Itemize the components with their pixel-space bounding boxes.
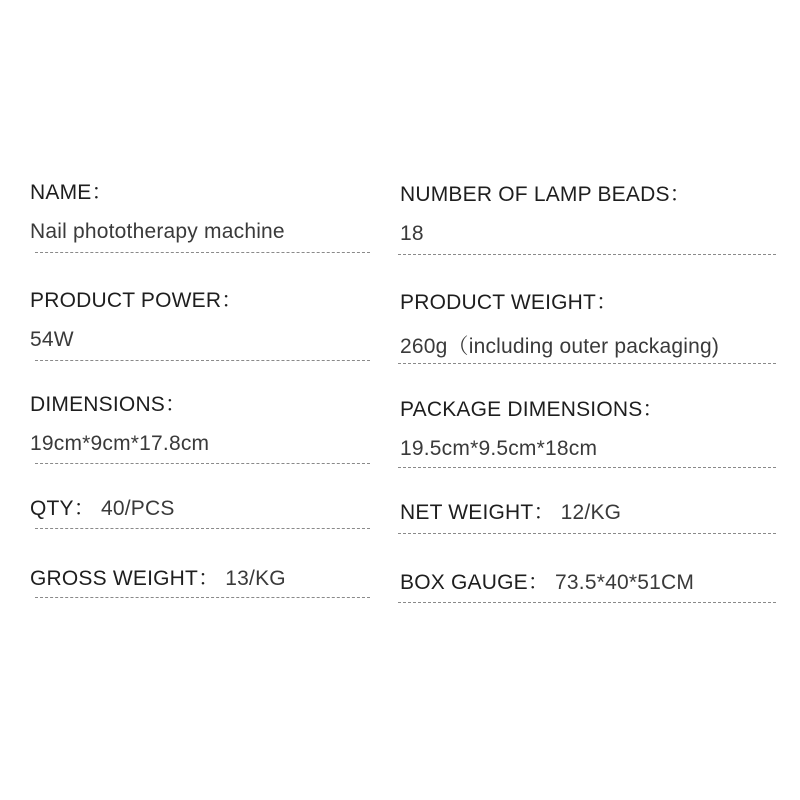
lamp-beads-label: NUMBER OF LAMP BEADS：	[400, 183, 691, 206]
package-dimensions-value: 19.5cm*9.5cm*18cm	[400, 437, 598, 460]
divider	[35, 597, 370, 598]
divider	[398, 533, 776, 534]
dimensions-value: 19cm*9cm*17.8cm	[30, 432, 210, 455]
spec-product-weight	[400, 286, 719, 360]
spec-net-weight	[400, 496, 621, 526]
divider	[35, 360, 370, 361]
box-gauge-value: 73.5*40*51CM	[555, 571, 695, 594]
spec-qty	[30, 492, 175, 522]
divider	[398, 467, 776, 468]
spec-lamp-beads	[400, 178, 691, 246]
divider	[398, 254, 776, 255]
product-power-value: 54W	[30, 328, 74, 351]
dimensions-label: DIMENSIONS：	[30, 393, 187, 416]
product-weight-value: 260g（including outer packaging)	[400, 335, 720, 358]
product-weight-label: PRODUCT WEIGHT：	[400, 291, 618, 314]
spec-box-gauge	[400, 566, 694, 596]
divider	[35, 528, 370, 529]
lamp-beads-value: 18	[400, 222, 424, 245]
divider	[35, 463, 370, 464]
spec-package-dimensions	[400, 393, 664, 461]
divider	[398, 602, 776, 603]
spec-name	[30, 176, 285, 244]
net-weight-value: 12/KG	[560, 501, 622, 524]
product-power-label: PRODUCT POWER：	[30, 289, 243, 312]
divider	[35, 252, 370, 253]
spec-gross-weight	[30, 562, 286, 592]
name-value: Nail phototherapy machine	[30, 220, 285, 243]
spec-product-power	[30, 284, 242, 352]
net-weight-label: NET WEIGHT：	[400, 501, 555, 524]
qty-label: QTY：	[30, 497, 95, 520]
qty-value: 40/PCS	[100, 497, 175, 520]
gross-weight-value: 13/KG	[225, 567, 286, 590]
gross-weight-label: GROSS WEIGHT：	[30, 567, 220, 590]
name-label: NAME：	[30, 181, 113, 204]
box-gauge-label: BOX GAUGE：	[400, 571, 550, 594]
package-dimensions-label: PACKAGE DIMENSIONS：	[400, 398, 664, 421]
spec-dimensions	[30, 388, 209, 456]
divider	[398, 363, 776, 364]
